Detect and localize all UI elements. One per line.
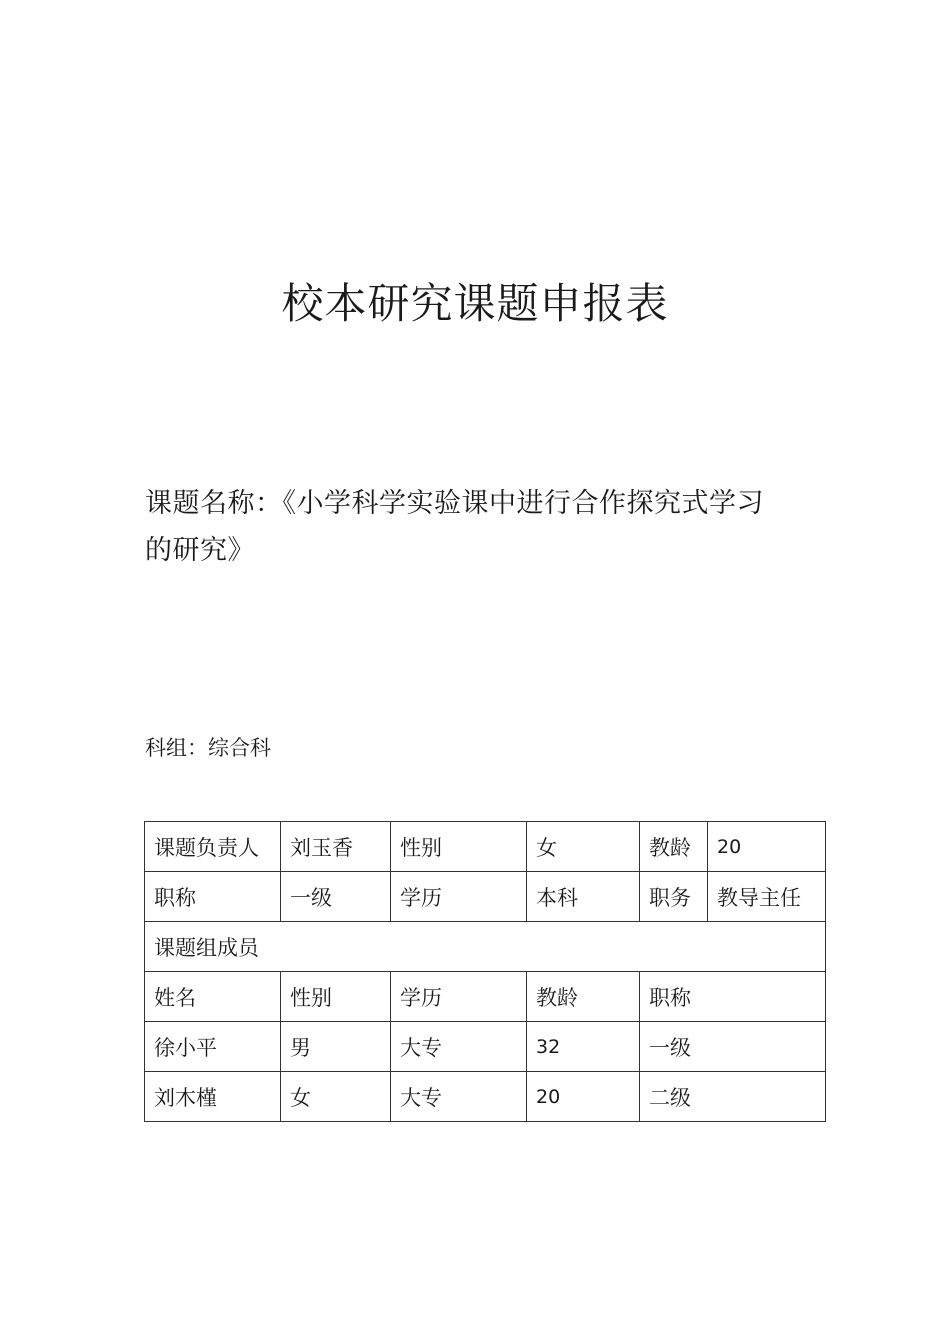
member-edu: 大专 xyxy=(391,1022,527,1072)
leader-title: 一级 xyxy=(281,872,391,922)
member-title: 一级 xyxy=(640,1022,826,1072)
table-row xyxy=(145,972,826,1022)
post-label: 职务 xyxy=(640,872,708,922)
member-gender: 男 xyxy=(281,1022,391,1072)
topic-line-1: 课题名称：《小学科学实验课中进行合作探究式学习 xyxy=(145,488,764,519)
table-row xyxy=(145,922,826,972)
column-header: 性别 xyxy=(281,972,391,1022)
edu-label: 学历 xyxy=(391,872,527,922)
application-table xyxy=(144,821,826,1122)
title-label: 职称 xyxy=(145,872,281,922)
members-header: 课题组成员 xyxy=(145,922,826,972)
column-header: 学历 xyxy=(391,972,527,1022)
member-gender: 女 xyxy=(281,1072,391,1122)
leader-post: 教导主任 xyxy=(708,872,826,922)
table-row xyxy=(145,1072,826,1122)
member-name: 刘木槿 xyxy=(145,1072,281,1122)
table-row xyxy=(145,872,826,922)
topic-line-2: 的研究》 xyxy=(145,535,255,566)
leader-gender: 女 xyxy=(527,822,640,872)
column-header: 职称 xyxy=(640,972,826,1022)
leader-years: 20 xyxy=(708,822,826,872)
page-title: 校本研究课题申报表 xyxy=(281,279,669,328)
years-label: 教龄 xyxy=(640,822,708,872)
gender-label: 性别 xyxy=(391,822,527,872)
column-header: 姓名 xyxy=(145,972,281,1022)
column-header: 教龄 xyxy=(527,972,640,1022)
member-title: 二级 xyxy=(640,1072,826,1122)
member-years: 32 xyxy=(527,1022,640,1072)
subject-group: 科组：综合科 xyxy=(145,736,271,760)
member-years: 20 xyxy=(527,1072,640,1122)
table-row xyxy=(145,822,826,872)
leader-edu: 本科 xyxy=(527,872,640,922)
table-row xyxy=(145,1022,826,1072)
leader-label: 课题负责人 xyxy=(145,822,281,872)
topic-name xyxy=(145,480,825,574)
leader-name: 刘玉香 xyxy=(281,822,391,872)
member-edu: 大专 xyxy=(391,1072,527,1122)
member-name: 徐小平 xyxy=(145,1022,281,1072)
